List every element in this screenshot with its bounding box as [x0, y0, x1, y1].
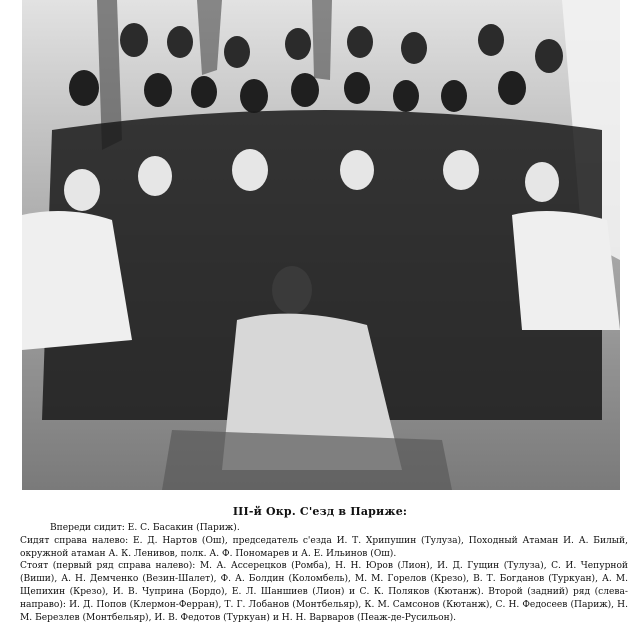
caption-seated-row: Сидят справа налево: Е. Д. Нартов (Ош), председатель с'езда И. Т. Хрипушин (Тулуза), Походный Атаман И. А. Билый, окружной атаман А. К. Ленивов, полк. А. Ф. Пономарев и А. Е. Ильинов (Ош). [20, 535, 628, 559]
group-photograph-illustration [22, 0, 620, 490]
caption-front-row: Впереди сидит: Е. С. Басакин (Париж). [50, 523, 240, 533]
caption-title: III-й Окр. С'езд в Париже: [232, 505, 408, 518]
caption-standing-rows: Стоят (первый ряд справа налево): М. А. Ассерецков (Ромба), Н. Н. Юров (Лион), И. Д. Гущин (Тулуза), С. И. Чепурной (Виши), А. Н. Демченко (Везин-Шалет), Ф. А. Болдин (Коломбель), М. М. Горелов (Крезо), В. Т. Богданов (Туркуан), А. М. Щепихин (Крезо), И. В. Чуприна (Бордо), Е. Л. Шаншиев (Лион) и С. К. Поляков (Кютанж). Второй (задний) ряд (слева-направо): И. Д. Попов (Клермон-Ферран), Т. Г. Лобанов (Монтбельяр), К. М. Самсонов (Кютанж), С. Н. Федосеев (Париж), Н. М. Березлев (Монтбельяр), И. В. Федотов (Туркуан) и Н. Н. Варваров (Пеаж-де-Русильон). [20, 561, 628, 623]
caption-body [20, 522, 628, 624]
group-photograph [22, 0, 620, 490]
